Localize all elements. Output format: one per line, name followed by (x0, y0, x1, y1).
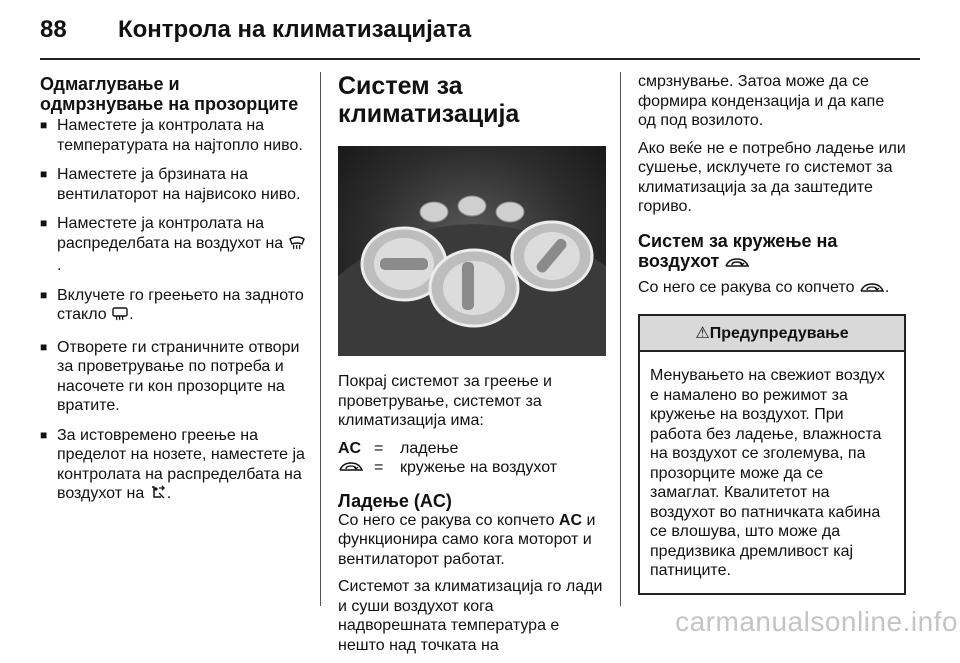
column-divider (320, 72, 321, 606)
recirculation-heading: Систем за кружење на воздухот (638, 231, 906, 274)
air-recirculation-icon (724, 254, 750, 274)
defrost-heading: Одмаглување и одмрзнување на прозорците (40, 74, 299, 114)
defrost-steps (40, 116, 306, 507)
ac-key-label: AC (558, 511, 583, 529)
cooling-heading: Ладење (AC) (338, 490, 452, 511)
ac-legend (338, 439, 606, 479)
watermark: carmanualsonline.info (675, 606, 958, 637)
air-recirculation-icon (859, 279, 885, 301)
air-recirculation-icon (338, 458, 374, 479)
rear-window-heat-icon (111, 306, 129, 328)
cooling-paragraph: Со него се ракува со копчето AC и функционира само кога моторот и вентилаторот работат. (338, 511, 596, 568)
cooling-paragraph-2: Системот за климатизација го лади и суши воздухот кога надворешната температура е нешто над точката на (338, 578, 603, 654)
windshield-defrost-icon (288, 235, 306, 257)
list-item: ■ Наместете ја брзината на вентилаторот на највисоко ниво. (40, 165, 306, 204)
recirculation-text: Со него се ракува со копчето . (638, 278, 906, 301)
ac-system-heading: Систем за климатизација (338, 72, 520, 128)
legend-desc: ладење (400, 439, 459, 457)
legend-eq: = (374, 458, 384, 476)
feet-windshield-icon (149, 485, 167, 507)
condensation-paragraph: смрзнување. Затоа може да се формира кондензација и да капе од под возилото. (638, 73, 885, 129)
column-divider (620, 72, 621, 606)
fuel-saving-paragraph: Ако веќе не е потребно ладење или сушење, исклучете го системот за климатизација за да заштедите гориво. (638, 139, 906, 215)
header-rule (40, 58, 920, 60)
page-title: Контрола на климатизацијата (118, 16, 472, 43)
warning-box (638, 314, 906, 595)
warning-header (640, 316, 904, 352)
column-defrost (40, 74, 306, 517)
list-item: ■ Вклучете го греењето на задното стакло . (40, 286, 306, 328)
legend-row (338, 458, 606, 479)
warning-triangle-icon: ⚠ (695, 325, 710, 342)
ac-intro: Покрај системот за греење и проветрување, системот за климатизација има: (338, 373, 552, 429)
legend-desc: кружење на воздухот (400, 458, 558, 476)
column-recirculation (638, 72, 906, 595)
page-header (0, 0, 960, 58)
list-item: ■ Отворете ги страничните отвори за проветрување по потреба и насочете ги кон прозорците на вратите. (40, 338, 306, 416)
warning-title: Предупредување (709, 325, 849, 342)
list-item: ■ Наместете ја контролата на распределбата на воздухот на . (40, 214, 306, 276)
page-number: 88 (40, 16, 67, 43)
legend-key: AC (338, 439, 362, 457)
legend-row (338, 439, 606, 458)
legend-eq: = (374, 439, 384, 457)
climate-control-panel-photo (338, 146, 606, 356)
list-item: ■ Наместете ја контролата на температурата на најтопло ниво. (40, 116, 306, 155)
column-ac-system (338, 72, 606, 663)
list-item: ■ За истовремено греење на пределот на нозете, наместете ја контролата на распределбата на воздухот на . (40, 426, 306, 507)
warning-body: Менувањето на свежиот воздух е намалено во режимот за кружење на воздухот. При работа без ладење, влажноста на воздухот се зголемува, па прозорците може да се замаглат. Квалитетот на воздухот во патничката кабина се влошува, што може да предизвика дремливост кај патниците. (650, 367, 885, 579)
